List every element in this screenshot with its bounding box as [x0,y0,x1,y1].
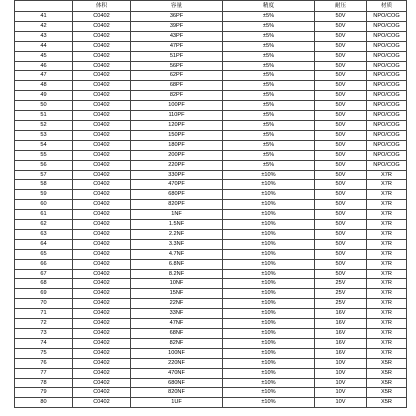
cell-capacitance: 56PF [131,61,223,71]
cell-index: 56 [15,160,73,170]
cell-material: NPO/COG [367,21,407,31]
header-capacitance: 容量 [131,1,223,12]
cell-index: 41 [15,12,73,22]
cell-capacitance: 82NF [131,338,223,348]
cell-material: NPO/COG [367,91,407,101]
cell-voltage: 16V [315,319,367,329]
cell-voltage: 50V [315,220,367,230]
cell-material: NPO/COG [367,12,407,22]
cell-tolerance: ±10% [223,289,315,299]
cell-tolerance: ±5% [223,31,315,41]
cell-material: X7R [367,210,407,220]
cell-voltage: 50V [315,41,367,51]
cell-material: X5R [367,388,407,398]
cell-capacitance: 43PF [131,31,223,41]
cell-tolerance: ±10% [223,249,315,259]
cell-capacitance: 47NF [131,319,223,329]
cell-voltage: 16V [315,329,367,339]
cell-index: 76 [15,358,73,368]
cell-size: C0402 [73,319,131,329]
cell-material: NPO/COG [367,120,407,130]
cell-voltage: 16V [315,338,367,348]
cell-material: X7R [367,279,407,289]
cell-material: X7R [367,269,407,279]
cell-material: X7R [367,299,407,309]
table-row [15,220,407,230]
cell-material: X7R [367,190,407,200]
cell-capacitance: 820PF [131,200,223,210]
cell-index: 54 [15,140,73,150]
cell-tolerance: ±10% [223,388,315,398]
cell-size: C0402 [73,358,131,368]
cell-voltage: 50V [315,160,367,170]
cell-capacitance: 100PF [131,101,223,111]
cell-material: X7R [367,309,407,319]
cell-index: 78 [15,378,73,388]
cell-tolerance: ±10% [223,329,315,339]
cell-capacitance: 100NF [131,348,223,358]
table-row [15,190,407,200]
cell-capacitance: 470PF [131,180,223,190]
cell-capacitance: 68PF [131,81,223,91]
cell-capacitance: 330PF [131,170,223,180]
cell-capacitance: 22NF [131,299,223,309]
cell-index: 47 [15,71,73,81]
cell-tolerance: ±10% [223,398,315,408]
cell-size: C0402 [73,160,131,170]
cell-index: 64 [15,239,73,249]
cell-tolerance: ±5% [223,101,315,111]
cell-tolerance: ±5% [223,81,315,91]
table-body [15,12,407,408]
cell-capacitance: 220PF [131,160,223,170]
table-row [15,71,407,81]
cell-voltage: 50V [315,31,367,41]
cell-size: C0402 [73,21,131,31]
cell-tolerance: ±10% [223,239,315,249]
cell-material: NPO/COG [367,51,407,61]
cell-voltage: 50V [315,190,367,200]
cell-size: C0402 [73,229,131,239]
table-row [15,160,407,170]
cell-tolerance: ±10% [223,348,315,358]
cell-material: X5R [367,358,407,368]
cell-tolerance: ±5% [223,91,315,101]
header-material: 材质 [367,1,407,12]
cell-material: NPO/COG [367,160,407,170]
table-row [15,51,407,61]
cell-material: X7R [367,329,407,339]
cell-tolerance: ±5% [223,150,315,160]
cell-index: 49 [15,91,73,101]
cell-tolerance: ±5% [223,130,315,140]
cell-material: X7R [367,348,407,358]
capacitor-spec-sheet [14,0,406,408]
cell-material: X7R [367,200,407,210]
cell-tolerance: ±10% [223,170,315,180]
cell-size: C0402 [73,249,131,259]
cell-voltage: 50V [315,229,367,239]
cell-index: 55 [15,150,73,160]
cell-voltage: 25V [315,289,367,299]
cell-index: 67 [15,269,73,279]
cell-voltage: 10V [315,398,367,408]
cell-tolerance: ±10% [223,220,315,230]
cell-index: 44 [15,41,73,51]
cell-voltage: 50V [315,200,367,210]
cell-tolerance: ±5% [223,12,315,22]
cell-capacitance: 39PF [131,21,223,31]
table-row [15,348,407,358]
table-row [15,12,407,22]
cell-tolerance: ±10% [223,180,315,190]
cell-material: X7R [367,289,407,299]
cell-capacitance: 820NF [131,388,223,398]
table-row [15,239,407,249]
table-row [15,269,407,279]
cell-index: 71 [15,309,73,319]
cell-voltage: 50V [315,101,367,111]
cell-voltage: 50V [315,239,367,249]
cell-index: 45 [15,51,73,61]
cell-capacitance: 33NF [131,309,223,319]
cell-index: 53 [15,130,73,140]
table-row [15,259,407,269]
cell-index: 70 [15,299,73,309]
cell-material: X7R [367,249,407,259]
cell-voltage: 50V [315,61,367,71]
cell-material: X7R [367,239,407,249]
cell-tolerance: ±10% [223,269,315,279]
table-row [15,180,407,190]
cell-voltage: 50V [315,130,367,140]
cell-tolerance: ±10% [223,229,315,239]
cell-voltage: 50V [315,180,367,190]
cell-size: C0402 [73,41,131,51]
cell-material: X7R [367,170,407,180]
cell-size: C0402 [73,259,131,269]
table-row [15,41,407,51]
cell-size: C0402 [73,101,131,111]
cell-capacitance: 68NF [131,329,223,339]
cell-tolerance: ±5% [223,51,315,61]
cell-material: X5R [367,368,407,378]
cell-index: 68 [15,279,73,289]
cell-voltage: 10V [315,388,367,398]
cell-capacitance: 4.7NF [131,249,223,259]
cell-capacitance: 150PF [131,130,223,140]
cell-material: NPO/COG [367,71,407,81]
cell-material: X7R [367,319,407,329]
cell-tolerance: ±10% [223,190,315,200]
cell-tolerance: ±5% [223,160,315,170]
table-row [15,378,407,388]
header-tolerance: 精度 [223,1,315,12]
cell-index: 51 [15,111,73,121]
cell-voltage: 50V [315,170,367,180]
cell-material: X7R [367,259,407,269]
cell-tolerance: ±5% [223,111,315,121]
cell-size: C0402 [73,269,131,279]
cell-index: 77 [15,368,73,378]
cell-index: 79 [15,388,73,398]
cell-material: X7R [367,220,407,230]
cell-size: C0402 [73,348,131,358]
table-row [15,120,407,130]
cell-tolerance: ±10% [223,309,315,319]
table-row [15,31,407,41]
cell-index: 46 [15,61,73,71]
cell-voltage: 50V [315,140,367,150]
table-row [15,140,407,150]
cell-capacitance: 1UF [131,398,223,408]
table-row [15,111,407,121]
cell-capacitance: 10NF [131,279,223,289]
cell-size: C0402 [73,299,131,309]
cell-material: NPO/COG [367,140,407,150]
cell-tolerance: ±10% [223,279,315,289]
cell-size: C0402 [73,220,131,230]
cell-size: C0402 [73,130,131,140]
cell-material: NPO/COG [367,41,407,51]
cell-size: C0402 [73,200,131,210]
cell-index: 58 [15,180,73,190]
cell-index: 69 [15,289,73,299]
cell-capacitance: 82PF [131,91,223,101]
cell-tolerance: ±10% [223,378,315,388]
cell-size: C0402 [73,180,131,190]
table-row [15,229,407,239]
cell-tolerance: ±5% [223,41,315,51]
cell-index: 62 [15,220,73,230]
table-row [15,309,407,319]
cell-size: C0402 [73,309,131,319]
cell-size: C0402 [73,120,131,130]
cell-voltage: 50V [315,91,367,101]
cell-material: NPO/COG [367,81,407,91]
cell-capacitance: 120PF [131,120,223,130]
header-size: 体积 [73,1,131,12]
table-row [15,170,407,180]
cell-size: C0402 [73,388,131,398]
table-header-row [15,1,407,12]
header-voltage: 耐压 [315,1,367,12]
cell-index: 50 [15,101,73,111]
cell-voltage: 50V [315,150,367,160]
table-row [15,358,407,368]
cell-size: C0402 [73,12,131,22]
capacitor-table [14,0,407,408]
cell-size: C0402 [73,368,131,378]
cell-size: C0402 [73,140,131,150]
cell-voltage: 50V [315,51,367,61]
cell-tolerance: ±10% [223,358,315,368]
cell-voltage: 25V [315,299,367,309]
cell-material: NPO/COG [367,31,407,41]
cell-index: 59 [15,190,73,200]
cell-tolerance: ±10% [223,259,315,269]
cell-capacitance: 200PF [131,150,223,160]
cell-index: 63 [15,229,73,239]
cell-voltage: 25V [315,279,367,289]
cell-voltage: 50V [315,81,367,91]
cell-voltage: 50V [315,210,367,220]
cell-size: C0402 [73,289,131,299]
table-row [15,130,407,140]
cell-size: C0402 [73,279,131,289]
cell-voltage: 50V [315,259,367,269]
table-row [15,289,407,299]
cell-capacitance: 1NF [131,210,223,220]
cell-tolerance: ±5% [223,21,315,31]
cell-index: 52 [15,120,73,130]
table-row [15,368,407,378]
cell-voltage: 50V [315,249,367,259]
cell-tolerance: ±10% [223,299,315,309]
cell-voltage: 10V [315,368,367,378]
cell-size: C0402 [73,239,131,249]
cell-index: 65 [15,249,73,259]
cell-voltage: 50V [315,269,367,279]
cell-material: X7R [367,180,407,190]
cell-voltage: 50V [315,120,367,130]
cell-capacitance: 470NF [131,368,223,378]
cell-index: 43 [15,31,73,41]
cell-voltage: 10V [315,358,367,368]
cell-capacitance: 47PF [131,41,223,51]
cell-size: C0402 [73,150,131,160]
cell-capacitance: 15NF [131,289,223,299]
cell-index: 80 [15,398,73,408]
table-row [15,91,407,101]
cell-capacitance: 680PF [131,190,223,200]
cell-voltage: 50V [315,12,367,22]
cell-tolerance: ±5% [223,140,315,150]
cell-capacitance: 3.3NF [131,239,223,249]
table-row [15,299,407,309]
table-row [15,61,407,71]
cell-material: X5R [367,398,407,408]
cell-size: C0402 [73,61,131,71]
cell-tolerance: ±10% [223,210,315,220]
cell-tolerance: ±5% [223,120,315,130]
table-row [15,398,407,408]
cell-tolerance: ±10% [223,338,315,348]
cell-tolerance: ±10% [223,319,315,329]
cell-size: C0402 [73,170,131,180]
table-row [15,319,407,329]
cell-voltage: 50V [315,71,367,81]
cell-size: C0402 [73,378,131,388]
cell-capacitance: 6.8NF [131,259,223,269]
cell-size: C0402 [73,398,131,408]
cell-index: 57 [15,170,73,180]
cell-tolerance: ±5% [223,71,315,81]
table-row [15,279,407,289]
cell-index: 42 [15,21,73,31]
cell-material: NPO/COG [367,61,407,71]
header-index [15,1,73,12]
cell-tolerance: ±10% [223,368,315,378]
cell-voltage: 50V [315,21,367,31]
cell-material: NPO/COG [367,150,407,160]
cell-size: C0402 [73,71,131,81]
cell-index: 74 [15,338,73,348]
cell-index: 61 [15,210,73,220]
cell-capacitance: 51PF [131,51,223,61]
cell-capacitance: 36PF [131,12,223,22]
cell-capacitance: 180PF [131,140,223,150]
cell-capacitance: 2.2NF [131,229,223,239]
cell-material: NPO/COG [367,130,407,140]
table-row [15,150,407,160]
cell-voltage: 16V [315,309,367,319]
cell-tolerance: ±10% [223,200,315,210]
cell-index: 73 [15,329,73,339]
table-row [15,338,407,348]
cell-size: C0402 [73,111,131,121]
cell-size: C0402 [73,31,131,41]
cell-voltage: 10V [315,378,367,388]
cell-capacitance: 110PF [131,111,223,121]
cell-index: 66 [15,259,73,269]
cell-capacitance: 680NF [131,378,223,388]
table-row [15,388,407,398]
cell-tolerance: ±5% [223,61,315,71]
cell-size: C0402 [73,338,131,348]
cell-material: NPO/COG [367,101,407,111]
cell-voltage: 50V [315,111,367,121]
cell-size: C0402 [73,190,131,200]
cell-capacitance: 1.5NF [131,220,223,230]
cell-size: C0402 [73,91,131,101]
cell-index: 48 [15,81,73,91]
table-row [15,249,407,259]
cell-material: X7R [367,338,407,348]
cell-voltage: 16V [315,348,367,358]
cell-index: 75 [15,348,73,358]
table-row [15,210,407,220]
cell-index: 72 [15,319,73,329]
cell-size: C0402 [73,210,131,220]
table-row [15,329,407,339]
cell-material: X5R [367,378,407,388]
cell-size: C0402 [73,51,131,61]
table-row [15,81,407,91]
cell-size: C0402 [73,81,131,91]
cell-size: C0402 [73,329,131,339]
cell-material: X7R [367,229,407,239]
table-row [15,101,407,111]
cell-capacitance: 62PF [131,71,223,81]
cell-capacitance: 8.2NF [131,269,223,279]
table-row [15,21,407,31]
table-row [15,200,407,210]
cell-material: NPO/COG [367,111,407,121]
cell-capacitance: 220NF [131,358,223,368]
cell-index: 60 [15,200,73,210]
